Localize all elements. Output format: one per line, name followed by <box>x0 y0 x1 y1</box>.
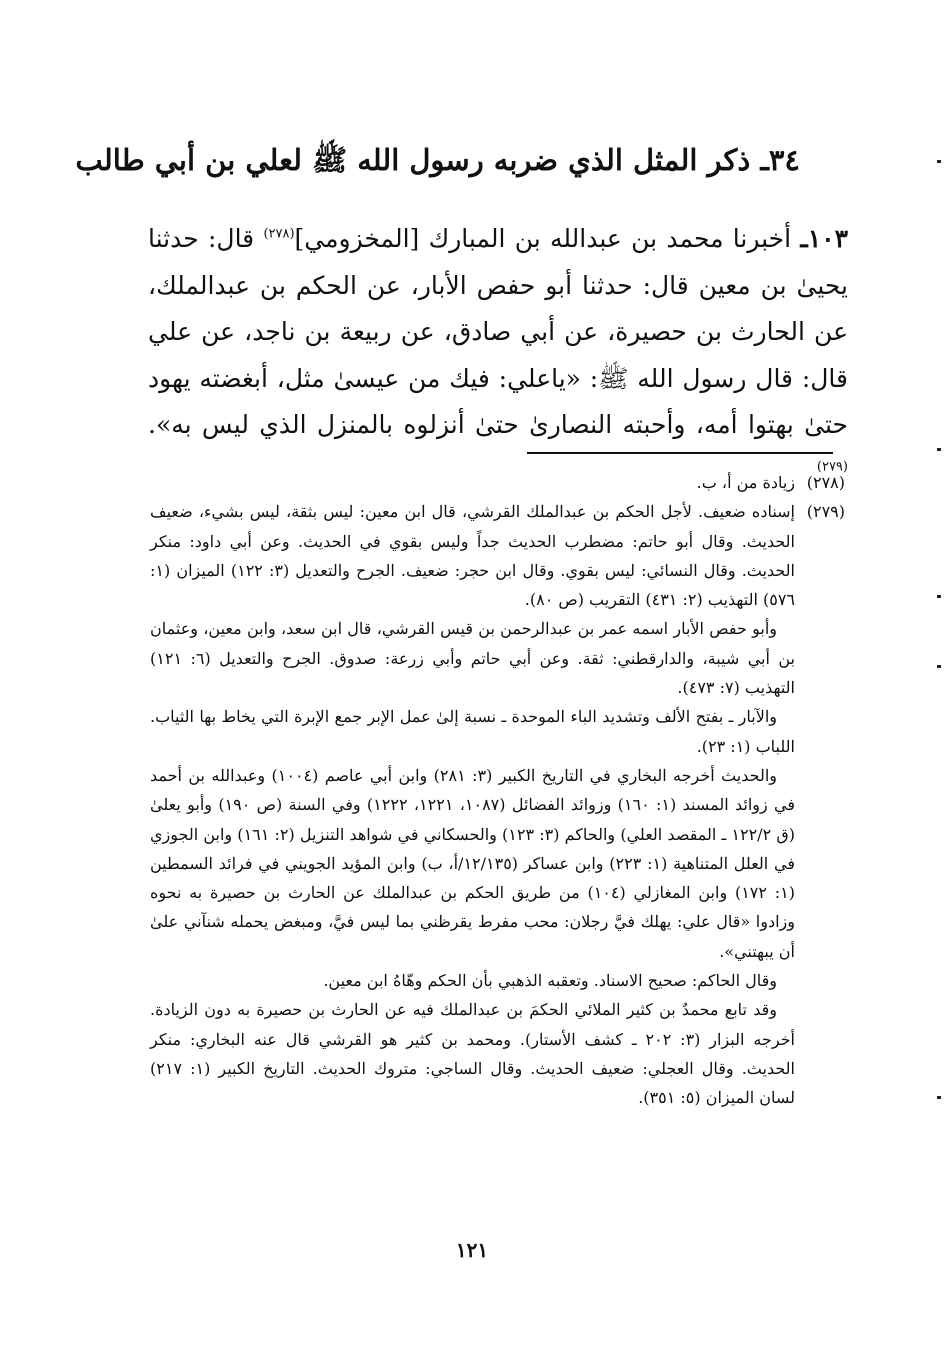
footnote-paragraph: وقد تابع محمدٌ بن كثير الملائي الحكمَ بن عبدالملك فيه عن الحارث بن حصيرة به دون الزيادة. أخرجه البزار (٣: ٢٠٢ ـ كشف الأستار). ومحمد بن كثير هو القرشي قال عنه البخاري: منكر الحديث. وقال العجلي: ضعيف الحديث. وقال الساجي: متروك الحديث. التاريخ الكبير (١: ٢١٧) لسان الميزان (٥: ٣٥١). <box>150 1000 796 1108</box>
scan-mark <box>937 595 941 598</box>
footnote-ref: (٢٧٩) <box>816 459 848 475</box>
scan-mark <box>937 160 941 163</box>
page-number: ١٢١ <box>455 1238 489 1262</box>
hadith-text-part: أخبرنا محمد بن عبدالله بن المبارك [المخزومي] <box>294 224 792 253</box>
footnote-number: (٢٧٩) <box>806 502 845 522</box>
footnote <box>150 468 845 497</box>
footnote-ref: (٢٧٨) <box>263 226 295 242</box>
footnote-separator <box>527 452 833 454</box>
hadith-number: ١٠٣ـ <box>800 224 849 253</box>
footnote-number: (٢٧٨) <box>806 473 845 492</box>
scan-mark <box>937 665 941 668</box>
footnote-paragraph: وقال الحاكم: صحيح الاسناد. وتعقبه الذهبي بأن الحكم وهّاهُ ابن معين. <box>323 971 777 991</box>
chapter-title: ٣٤ـ ذكر المثل الذي ضربه رسول الله ﷺ لعلي بن أبي طالب <box>75 143 800 177</box>
footnote-paragraph: والحديث أخرجه البخاري في التاريخ الكبير (٣: ٢٨١) وابن أبي عاصم (١٠٠٤) وعبدالله بن أحمد في زوائد المسند (١: ١٦٠) وزوائد الفضائل (١٠٨٧، ١٢٢١، ١٢٢٢) وفي السنة (ص ١٩٠) وأبو يعلىٰ (ق ١٢٢/٢ ـ المقصد العلي) والحاكم (٣: ١٢٣) والحسكاني في شواهد التنزيل (٢: ١٦١) وابن الجوزي في العلل المتناهية (١: ٢٢٣) وابن عساكر (١٢/١٣٥/أ، ب) وابن المؤيد الجويني في فرائد السمطين (١: ١٧٢) وابن المغازلي (١٠٤) من طريق الحكم بن عبدالملك عن الحارث بن حصيرة به نحوه وزادوا «قال علي: يهلك فيَّ رجلان: محب مفرط يقرظني بما ليس فيَّ، ومبغض يحمله شنآني علىٰ أن يبهتني». <box>150 765 796 961</box>
footnote-paragraph: زيادة من أ، ب. <box>696 473 795 492</box>
footnotes <box>150 468 845 1113</box>
footnote <box>150 497 845 1112</box>
hadith-text-part: قال: حدثنا يحيىٰ بن معين قال: حدثنا أبو حفص الأبار، عن الحكم بن عبدالملك، عن الحارث بن حصيرة، عن أبي صادق، عن ربيعة بن ناجد، عن علي قال: قال رسول الله ﷺ: «ياعلي: فيك من عيسىٰ مثل، أبغضته يهود حتىٰ بهتوا أمه، وأحبته النصارىٰ حتىٰ أنزلوه بالمنزل الذي ليس به». <box>148 224 848 439</box>
scan-mark <box>937 1096 941 1099</box>
footnote-paragraph: والآبار ـ بفتح الألف وتشديد الباء الموحدة ـ نسبة إلىٰ عمل الإبر جمع الإبرة التي يخاط بها الثياب. اللباب (١: ٢٣). <box>150 707 795 756</box>
footnote-paragraph: وأبو حفص الأبار اسمه عمر بن عبدالرحمن بن قيس القرشي، قال ابن سعد، وابن معين، وعثمان بن أبي شيبة، والدارقطني: ثقة. وعن أبي حاتم وأبي زرعة: صدوق. الجرح والتعديل (٦: ١٢١) التهذيب (٧: ٤٧٣). <box>150 619 795 698</box>
footnote-paragraph: إسناده ضعيف. لأجل الحكم بن عبدالملك القرشي، قال ابن معين: ليس بثقة، ليس بشيء، ضعيف الحديث. وقال أبو حاتم: مضطرب الحديث جداً وليس بقوي في الحديث. وعن أبي داود: منكر الحديث. وقال النسائي: ليس بقوي. وقال ابن حجر: ضعيف. الجرح والتعديل (٣: ١٢٢) الميزان (١: ٥٧٦) التهذيب (٢: ٤٣١) التقريب (ص ٨٠). <box>150 502 796 610</box>
scan-mark <box>937 448 941 451</box>
